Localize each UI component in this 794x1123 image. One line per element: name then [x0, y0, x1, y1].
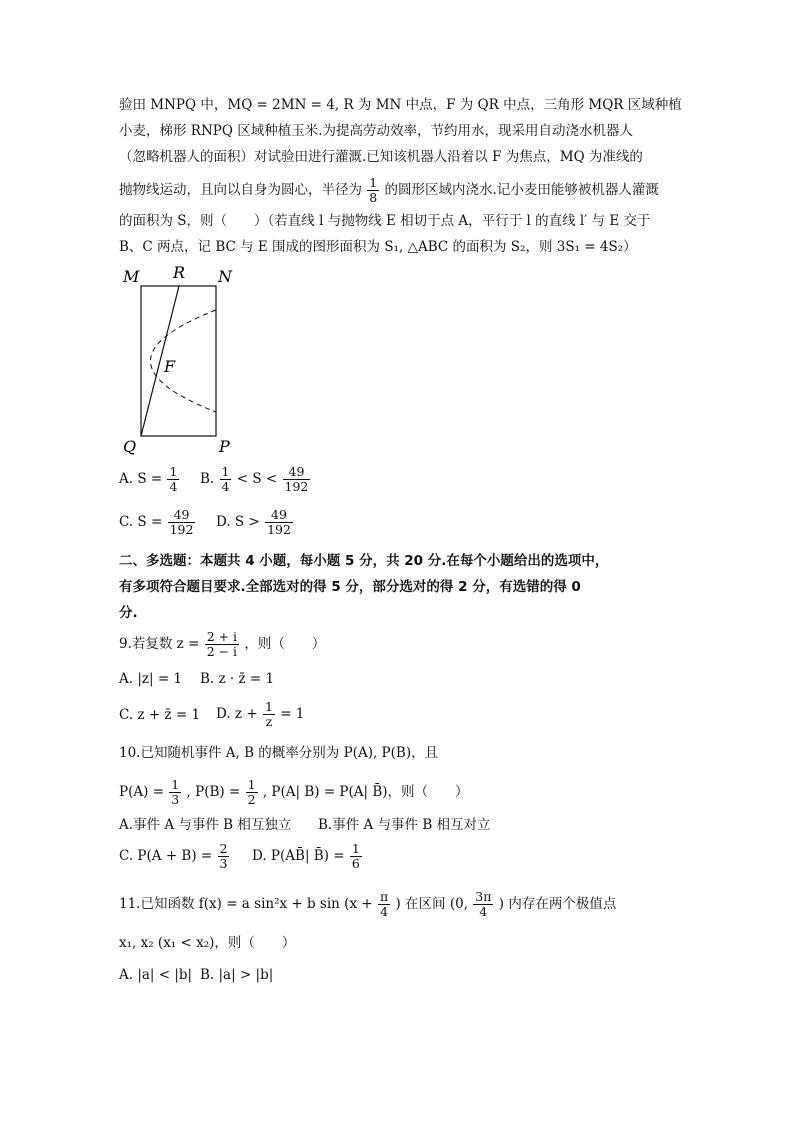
fraction-denominator: 4	[380, 904, 389, 919]
option-c-label: C. P(A + B) =	[119, 848, 213, 864]
q8-line-4	[119, 176, 659, 205]
option-b-fraction-1	[220, 465, 232, 494]
fraction-denominator: 6	[351, 856, 360, 871]
q9-option-a[interactable]: A. |z| = 1	[119, 671, 183, 687]
option-c-label: C. S =	[119, 514, 163, 530]
option-d-fraction	[265, 508, 293, 537]
fraction-numerator: 2	[219, 841, 228, 856]
label-N: N	[218, 267, 232, 286]
q8-radius-fraction	[367, 176, 379, 205]
label-M: M	[123, 267, 140, 286]
fraction-numerator: π	[379, 889, 389, 904]
q8-option-d[interactable]	[216, 508, 294, 537]
q11-line-1	[119, 890, 616, 919]
q8-line-4a: 抛物线运动，且向以自身为圆心，半径为	[119, 182, 362, 198]
q9-stem-post: ，则（ ）	[244, 636, 326, 652]
fraction-denominator: 2	[247, 792, 256, 807]
option-d-fraction	[350, 842, 362, 871]
q11-extreme-points: 内存在两个极值点	[508, 896, 617, 912]
option-d-label: D. S >	[216, 514, 260, 530]
fraction-numerator: 49	[168, 508, 196, 523]
q11-line-2: x₁, x₂ (x₁ < x₂)，则（ ）	[119, 935, 296, 951]
q11-option-a[interactable]: A. |a| < |b|	[119, 967, 193, 983]
fraction-numerator: 1	[264, 699, 273, 714]
q10-option-a[interactable]: A.事件 A 与事件 B 相互独立	[119, 817, 292, 833]
fraction-numerator: 1	[247, 777, 256, 792]
option-b-fraction-2	[283, 465, 311, 494]
q10-option-c[interactable]	[119, 842, 230, 871]
q8-line-1: 验田 MNPQ 中，MQ = 2MN = 4, R 为 MN 中点，F 为 QR 中点，三角形 MQR 区域种植	[119, 97, 682, 113]
label-R: R	[173, 263, 186, 282]
fraction-numerator: 1	[351, 841, 360, 856]
q11-option-b[interactable]: B. |a| > |b|	[200, 967, 274, 983]
fraction-numerator: 1	[221, 464, 230, 479]
q8-line-2: 小麦，梯形 RNPQ 区域种植玉米.为提高劳动效率，节约用水，现采用自动浇水机器人	[119, 123, 634, 139]
q10-option-d[interactable]	[252, 842, 363, 871]
fraction-denominator: 4	[479, 904, 488, 919]
fraction-numerator: 49	[283, 465, 311, 480]
q11-fraction-2	[473, 890, 493, 919]
fraction-numerator: 2 + i	[206, 629, 238, 644]
q10-line-2	[119, 778, 469, 807]
q11-interval-text: 在区间	[405, 896, 446, 912]
fraction-denominator: z	[265, 714, 273, 729]
section-heading-line-1: 二、多选题：本题共 4 小题，每小题 5 分，共 20 分.在每个小题给出的选项中，	[119, 553, 609, 569]
fraction-numerator: 1	[369, 175, 378, 190]
q8-option-a[interactable]	[119, 465, 180, 494]
q11-fraction-1	[378, 890, 390, 919]
fraction-denominator: 192	[169, 522, 194, 537]
label-Q: Q	[123, 437, 137, 456]
fraction-denominator: 2 − i	[206, 644, 238, 659]
option-d-label: D. z +	[216, 706, 258, 722]
option-d-post: = 1	[280, 706, 305, 722]
option-c-fraction	[218, 842, 230, 871]
label-P: P	[219, 437, 230, 456]
q10-pa: P(A) =	[119, 784, 164, 800]
option-c-fraction	[168, 508, 196, 537]
fraction-denominator: 4	[169, 479, 178, 494]
fraction-denominator: 3	[171, 792, 180, 807]
q8-line-3: （忽略机器人的面积）对试验田进行灌溉.已知该机器人沿着以 F 为焦点，MQ 为准线的	[119, 149, 643, 165]
fraction-numerator: 49	[265, 508, 293, 523]
q11-function: 11.已知函数 f(x) = a sin²x + b sin	[119, 896, 340, 912]
option-a-label: A. S =	[119, 471, 163, 487]
q11-interval-close: )	[498, 896, 505, 912]
q9-fraction	[205, 630, 239, 659]
option-d-fraction	[263, 700, 275, 729]
q9-stem-pre: 9.若复数 z =	[119, 636, 200, 652]
q8-line-4b: 的圆形区域内浇水.记小麦田能够被机器人灌溉	[384, 182, 659, 198]
option-b-middle: < S <	[236, 471, 278, 487]
q10-fraction-2	[246, 778, 258, 807]
q9-option-d[interactable]	[216, 700, 304, 729]
fraction-numerator: 1	[171, 777, 180, 792]
field-rectangle	[141, 286, 216, 436]
fraction-denominator: 192	[284, 479, 309, 494]
q11-paren-open: (x +	[344, 896, 373, 912]
fraction-denominator: 4	[221, 479, 230, 494]
option-b-label: B.	[200, 471, 215, 487]
section-heading-line-3: 分.	[119, 605, 138, 621]
q8-figure	[115, 262, 245, 458]
q8-option-b[interactable]	[200, 465, 311, 494]
fraction-numerator: 1	[169, 464, 178, 479]
q9-option-b[interactable]: B. z · z̄ = 1	[200, 671, 275, 687]
fraction-denominator: 8	[369, 190, 378, 205]
fraction-numerator: 3π	[475, 889, 492, 904]
option-d-label: D. P(AB̄| B̄) =	[252, 848, 345, 864]
label-F: F	[164, 357, 176, 376]
option-a-fraction	[167, 465, 179, 494]
q11-paren-close: )	[395, 896, 401, 912]
q10-fraction-1	[169, 778, 181, 807]
q10-option-b[interactable]: B.事件 A 与事件 B 相互对立	[318, 817, 491, 833]
q8-line-6: B、C 两点，记 BC 与 E 围成的图形面积为 S₁, △ABC 的面积为 S₂，则 3S₁ = 4S₂）	[119, 239, 637, 255]
fraction-denominator: 192	[267, 522, 291, 537]
q11-interval-open: (0,	[449, 896, 468, 912]
q10-pb: , P(B) =	[186, 784, 241, 800]
fraction-denominator: 3	[219, 856, 228, 871]
q9-option-c[interactable]: C. z + z̄ = 1	[119, 707, 201, 723]
q8-option-c[interactable]	[119, 508, 196, 537]
q10-line-1: 10.已知随机事件 A, B 的概率分别为 P(A), P(B)，且	[119, 745, 439, 761]
section-heading-line-2: 有多项符合题目要求.全部选对的得 5 分，部分选对的得 2 分，有选错的得 0	[119, 579, 581, 595]
q10-conditional: , P(A| B) = P(A| B̄)，则（ ）	[262, 784, 469, 800]
q9-stem	[119, 630, 325, 659]
q8-line-5: 的面积为 S，则（ ）（若直线 l 与抛物线 E 相切于点 A，平行于 l 的直线 l′ 与 E 交于	[119, 213, 651, 229]
